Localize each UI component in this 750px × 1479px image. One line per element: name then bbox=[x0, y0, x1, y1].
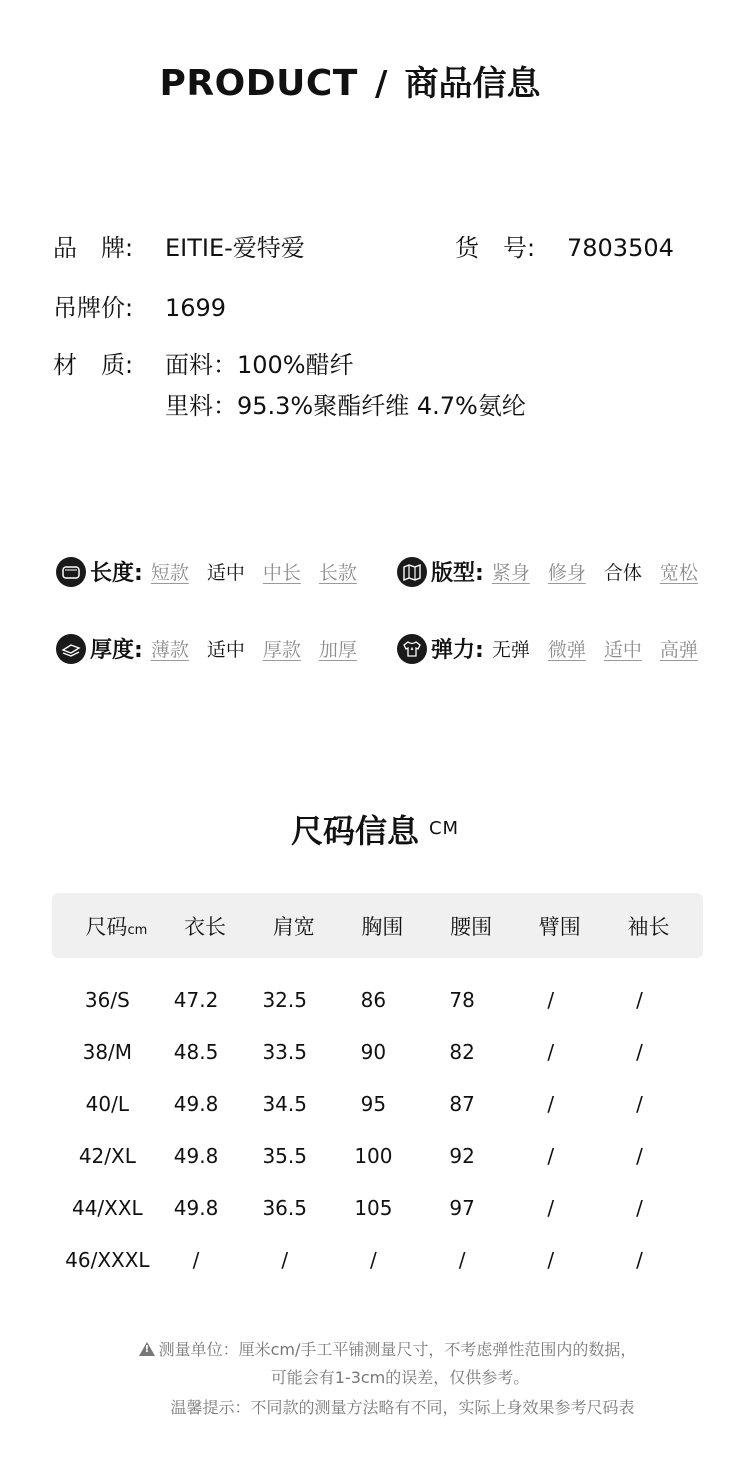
size-section-title bbox=[0, 806, 750, 852]
attr-fit-option: 紧身 bbox=[491, 562, 530, 584]
table-cell: 48.5 bbox=[173, 1040, 219, 1064]
table-cell: / bbox=[458, 1248, 466, 1272]
material-line1: 面料：100%醋纤 bbox=[165, 351, 354, 379]
table-cell: 44/XXL bbox=[71, 1196, 143, 1220]
table-cell: 47.2 bbox=[173, 988, 219, 1012]
header-cell: 肩宽 bbox=[272, 914, 315, 939]
measure-note-text: 测量单位：厘米cm/手工平铺测量尺寸，不考虑弹性范围内的数据， bbox=[158, 1340, 637, 1359]
table-cell: 35.5 bbox=[262, 1144, 307, 1168]
title-en: PRODUCT bbox=[159, 63, 358, 104]
attr-thickness bbox=[56, 633, 357, 664]
attr-fit bbox=[397, 556, 698, 587]
header-cell-size: 尺码cm bbox=[85, 914, 148, 939]
attr-length-option-selected: 适中 bbox=[206, 562, 245, 584]
attr-length bbox=[56, 556, 357, 587]
title-separator: / bbox=[374, 64, 388, 104]
brand-label: 品 牌: bbox=[53, 234, 134, 262]
table-cell: 42/XL bbox=[78, 1144, 136, 1168]
table-cell: / bbox=[547, 1144, 555, 1168]
table-cell: 97 bbox=[449, 1196, 475, 1220]
attr-length-option: 中长 bbox=[262, 562, 301, 584]
table-cell: / bbox=[636, 1040, 643, 1064]
table-cell: 46/XXXL bbox=[65, 1248, 150, 1272]
table-cell: 36/S bbox=[84, 988, 130, 1012]
attr-elasticity-option-selected: 无弹 bbox=[491, 639, 530, 661]
attr-thickness-option-selected: 适中 bbox=[206, 639, 245, 661]
layers-icon bbox=[56, 634, 86, 664]
table-cell: / bbox=[547, 988, 555, 1012]
header-cell: 衣长 bbox=[184, 914, 227, 939]
table-cell: 49.8 bbox=[173, 1092, 219, 1116]
table-cell: 90 bbox=[360, 1040, 387, 1064]
size-title-unit: CM bbox=[428, 818, 460, 839]
attr-thickness-option: 厚款 bbox=[262, 639, 301, 661]
measure-note-line2: 可能会有1-3cm的误差，仅供参考。 bbox=[270, 1368, 530, 1387]
attr-fit-label: 版型: bbox=[431, 561, 484, 586]
table-row bbox=[63, 1196, 703, 1220]
material-row bbox=[53, 345, 354, 380]
attr-fit-option-selected: 合体 bbox=[603, 562, 642, 584]
table-row bbox=[63, 1092, 703, 1116]
table-cell: 105 bbox=[354, 1196, 393, 1220]
attr-elasticity-options bbox=[492, 635, 698, 662]
sku-row bbox=[455, 228, 674, 263]
price-row bbox=[53, 288, 226, 323]
table-cell: 100 bbox=[354, 1144, 393, 1168]
table-cell: / bbox=[547, 1196, 555, 1220]
attr-length-label: 长度: bbox=[90, 561, 143, 586]
table-cell: 86 bbox=[360, 988, 387, 1012]
header-cell: 袖长 bbox=[627, 914, 670, 939]
map-fold-icon bbox=[397, 557, 427, 587]
measure-note bbox=[0, 1337, 750, 1360]
table-cell: 78 bbox=[449, 988, 475, 1012]
attr-thickness-options bbox=[151, 635, 357, 662]
table-cell: / bbox=[547, 1040, 555, 1064]
table-cell: 40/L bbox=[85, 1092, 130, 1116]
warning-icon bbox=[139, 1342, 155, 1356]
table-cell: / bbox=[636, 1144, 643, 1168]
garment-icon bbox=[56, 557, 86, 587]
attr-length-option: 短款 bbox=[150, 562, 189, 584]
attr-thickness-option: 薄款 bbox=[150, 639, 189, 661]
attr-length-option: 长款 bbox=[318, 562, 357, 584]
table-cell: / bbox=[636, 988, 643, 1012]
attr-thickness-label: 厚度: bbox=[90, 638, 143, 663]
shirt-icon bbox=[397, 634, 427, 664]
table-cell: 33.5 bbox=[262, 1040, 307, 1064]
table-cell: 49.8 bbox=[173, 1196, 219, 1220]
page-title bbox=[0, 56, 700, 105]
table-cell: / bbox=[370, 1248, 377, 1272]
header-unit: cm bbox=[127, 922, 148, 938]
table-cell: 38/M bbox=[82, 1040, 133, 1064]
price-value: 1699 bbox=[165, 294, 227, 322]
table-cell: / bbox=[636, 1248, 643, 1272]
table-cell: 36.5 bbox=[262, 1196, 307, 1220]
attr-elasticity bbox=[397, 633, 698, 664]
brand-value: EITIE-爱特爱 bbox=[165, 234, 305, 262]
attr-fit-options bbox=[492, 558, 698, 585]
table-cell: 92 bbox=[449, 1144, 475, 1168]
attr-elasticity-option: 微弹 bbox=[547, 639, 586, 661]
price-label: 吊牌价: bbox=[53, 294, 134, 322]
table-cell: / bbox=[547, 1092, 555, 1116]
attr-fit-option: 宽松 bbox=[659, 562, 698, 584]
size-title-text: 尺码信息 bbox=[290, 812, 419, 850]
table-cell: / bbox=[636, 1196, 643, 1220]
sku-label: 货 号: bbox=[455, 234, 536, 262]
table-cell: / bbox=[547, 1248, 555, 1272]
material-label: 材 质: bbox=[53, 351, 134, 379]
brand-row bbox=[53, 228, 305, 263]
material-line2: 里料：95.3%聚酯纤维 4.7%氨纶 bbox=[165, 392, 526, 420]
table-cell: 32.5 bbox=[262, 988, 307, 1012]
table-cell: / bbox=[636, 1092, 643, 1116]
table-row bbox=[63, 1144, 703, 1168]
table-cell: 82 bbox=[449, 1040, 475, 1064]
size-table-header bbox=[52, 893, 703, 958]
sku-value: 7803504 bbox=[567, 234, 674, 262]
header-cell: 臂围 bbox=[538, 914, 581, 939]
table-cell: / bbox=[192, 1248, 200, 1272]
attr-elasticity-option: 高弹 bbox=[659, 639, 698, 661]
header-cell: 腰围 bbox=[450, 914, 493, 939]
table-cell: / bbox=[281, 1248, 289, 1272]
tip-note: 温馨提示：不同款的测量方法略有不同，实际上身效果参考尺码表 bbox=[170, 1398, 635, 1417]
table-row bbox=[63, 1040, 703, 1064]
header-cell: 胸围 bbox=[361, 914, 404, 939]
title-zh: 商品信息 bbox=[404, 64, 541, 104]
attr-thickness-option: 加厚 bbox=[318, 639, 357, 661]
attr-length-options bbox=[151, 558, 357, 585]
table-row bbox=[63, 1248, 703, 1272]
attr-elasticity-option: 适中 bbox=[603, 639, 642, 661]
table-cell: 87 bbox=[449, 1092, 475, 1116]
attr-fit-option: 修身 bbox=[547, 562, 586, 584]
table-row bbox=[63, 988, 703, 1012]
table-cell: 49.8 bbox=[173, 1144, 219, 1168]
table-cell: 34.5 bbox=[262, 1092, 307, 1116]
table-cell: 95 bbox=[360, 1092, 387, 1116]
attr-elasticity-label: 弹力: bbox=[431, 638, 484, 663]
